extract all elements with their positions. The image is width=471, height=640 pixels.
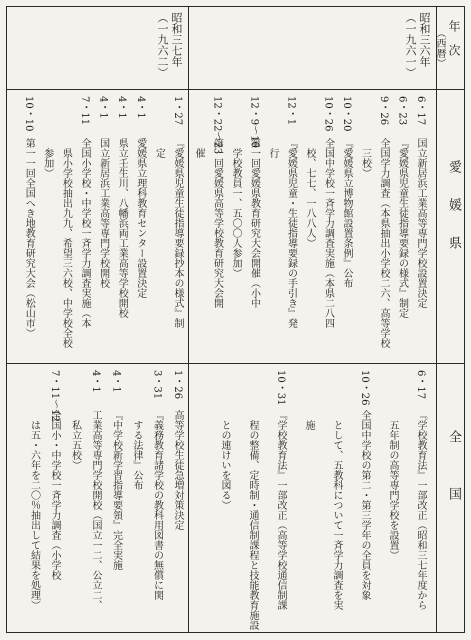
- entry-date: 7・11: [79, 96, 90, 126]
- top-border: [6, 6, 465, 7]
- entry-date: 6・23: [396, 96, 408, 126]
- section-separator: [6, 363, 465, 364]
- rowhead-separator: [436, 6, 437, 633]
- entry-date: 3・31: [151, 370, 163, 400]
- year-column-title: 年 次: [447, 20, 461, 56]
- entry-text: 愛媛県立理科教育センター設置決定: [134, 138, 146, 298]
- entry-text: する法律』公布: [131, 410, 142, 490]
- entry-date: 6・17: [415, 370, 426, 400]
- entry-text: 行: [267, 138, 278, 158]
- entry-text: 工業高等専門学校開校（国立一二、公立二、: [90, 410, 101, 610]
- entry-date: 12・9〜10: [248, 96, 260, 148]
- entry-text: 『義務教育諸学校の教科用図書の無償に関: [151, 410, 163, 600]
- bottom-border: [6, 632, 465, 633]
- entry-text: 『中学校新学習指導要領』完全実施: [110, 410, 122, 570]
- entry-date: 12・1: [285, 96, 297, 126]
- entry-text: 県小学校抽出九九、希望三六校、中学校全校: [60, 138, 72, 348]
- entry-text: 『学校教育法』一部改正（高等学校通信制課: [275, 410, 286, 610]
- entry-date: 10・10: [23, 96, 35, 132]
- entry-text: 五年制の高等専門学校を設置）: [387, 410, 398, 560]
- entry-date: 10・26: [322, 96, 334, 132]
- entry-text: 『愛媛県児童・生徒指導要録の手引き』発: [285, 138, 297, 328]
- entry-text: 定: [153, 138, 165, 158]
- entry-text: は五・六年を二〇％抽出して結果を処理）: [28, 410, 40, 610]
- entry-text: 『愛媛県立博物館設置条例』公布: [341, 138, 352, 288]
- entry-date: 7・11〜12: [49, 370, 60, 422]
- entry-text: 『愛媛県児童生徒指導要録の様式』制定: [396, 138, 408, 318]
- entry-date: 1・26: [172, 370, 183, 400]
- entry-date: 4・1: [116, 96, 128, 119]
- entry-date: 4・1: [90, 370, 101, 393]
- entry-text: 参加）: [41, 138, 53, 178]
- entry-text: 国立新居浜工業高等専門学校開校: [97, 138, 109, 288]
- entry-text: 高等学校生徒急増対策決定: [172, 410, 183, 530]
- year-1961-label: 昭和三六年: [418, 12, 431, 67]
- entry-text: 第一一回全国へき地教育研究大会（松山市）: [23, 138, 35, 338]
- entry-date: 10・26: [359, 370, 370, 406]
- entry-text: 程の整備、定時制・通信制課程と技能教育施設: [247, 410, 258, 630]
- entry-text: として、五教科について一斉学力調査を実: [331, 410, 342, 610]
- year-1962-west: （一九六二）: [156, 12, 169, 78]
- entry-date: 10・20: [341, 96, 352, 132]
- entry-date: 12・22〜23: [211, 96, 223, 155]
- year-1962-label: 昭和三七年: [170, 12, 183, 67]
- entry-text: 全国中学校一斉学力調査実施（本県二八四: [322, 138, 334, 328]
- entry-text: 第一回愛媛県高等学校教育研究大会開: [211, 138, 223, 308]
- entry-text: 県立壬生川、八幡浜両工業高等学校開校: [116, 138, 128, 318]
- year-separator: [188, 6, 189, 633]
- entry-date: 10・31: [275, 370, 286, 406]
- entry-date: 4・1: [134, 96, 146, 119]
- entry-text: 全国中学校の第二・第三学年の全員を対象: [359, 410, 370, 600]
- section-ehime-label: 愛 媛 県: [446, 160, 461, 255]
- entry-text: 『愛媛県児童生徒指導要録抄本の様式』制: [172, 138, 183, 328]
- entry-text: 第一回愛媛県教育研究大会開催（小中: [248, 138, 260, 308]
- entry-date: 9・26: [378, 96, 389, 126]
- entry-text: との連けいを図る）: [219, 410, 230, 510]
- left-border: [6, 6, 7, 633]
- entry-text: 国立新居浜工業高等専門学校設置決定: [415, 138, 426, 308]
- entry-text: 施: [303, 410, 314, 430]
- entry-text: 全国学力調査（本県抽出小学校二六、高等学校: [378, 138, 389, 348]
- entry-text: 学校教員一、五〇〇人参加）: [230, 138, 241, 278]
- year-1961-west: （一九六一）: [404, 12, 417, 78]
- header-separator: [6, 89, 465, 90]
- entry-text: 校、七七、一八八人）: [304, 138, 315, 248]
- entry-date: 6・17: [415, 96, 426, 126]
- section-national-label: 全 国: [446, 430, 461, 506]
- entry-text: 三校）: [359, 138, 371, 178]
- right-border: [464, 6, 465, 633]
- entry-text: 全国小・中学校一斉学力調査（小学校: [49, 410, 60, 580]
- entry-text: 『学校教育法』一部改正（昭和三七年度から: [415, 410, 426, 610]
- entry-date: 4・1: [110, 370, 122, 393]
- entry-date: 1・27: [172, 96, 183, 126]
- entry-text: 全国小学校・中学校一斉学力調査実施（本: [79, 138, 90, 328]
- year-column-subtitle: （西暦）: [434, 28, 445, 68]
- entry-text: 催: [193, 138, 204, 158]
- entry-date: 4・1: [97, 96, 109, 119]
- entry-text: 私立五校）: [69, 410, 81, 470]
